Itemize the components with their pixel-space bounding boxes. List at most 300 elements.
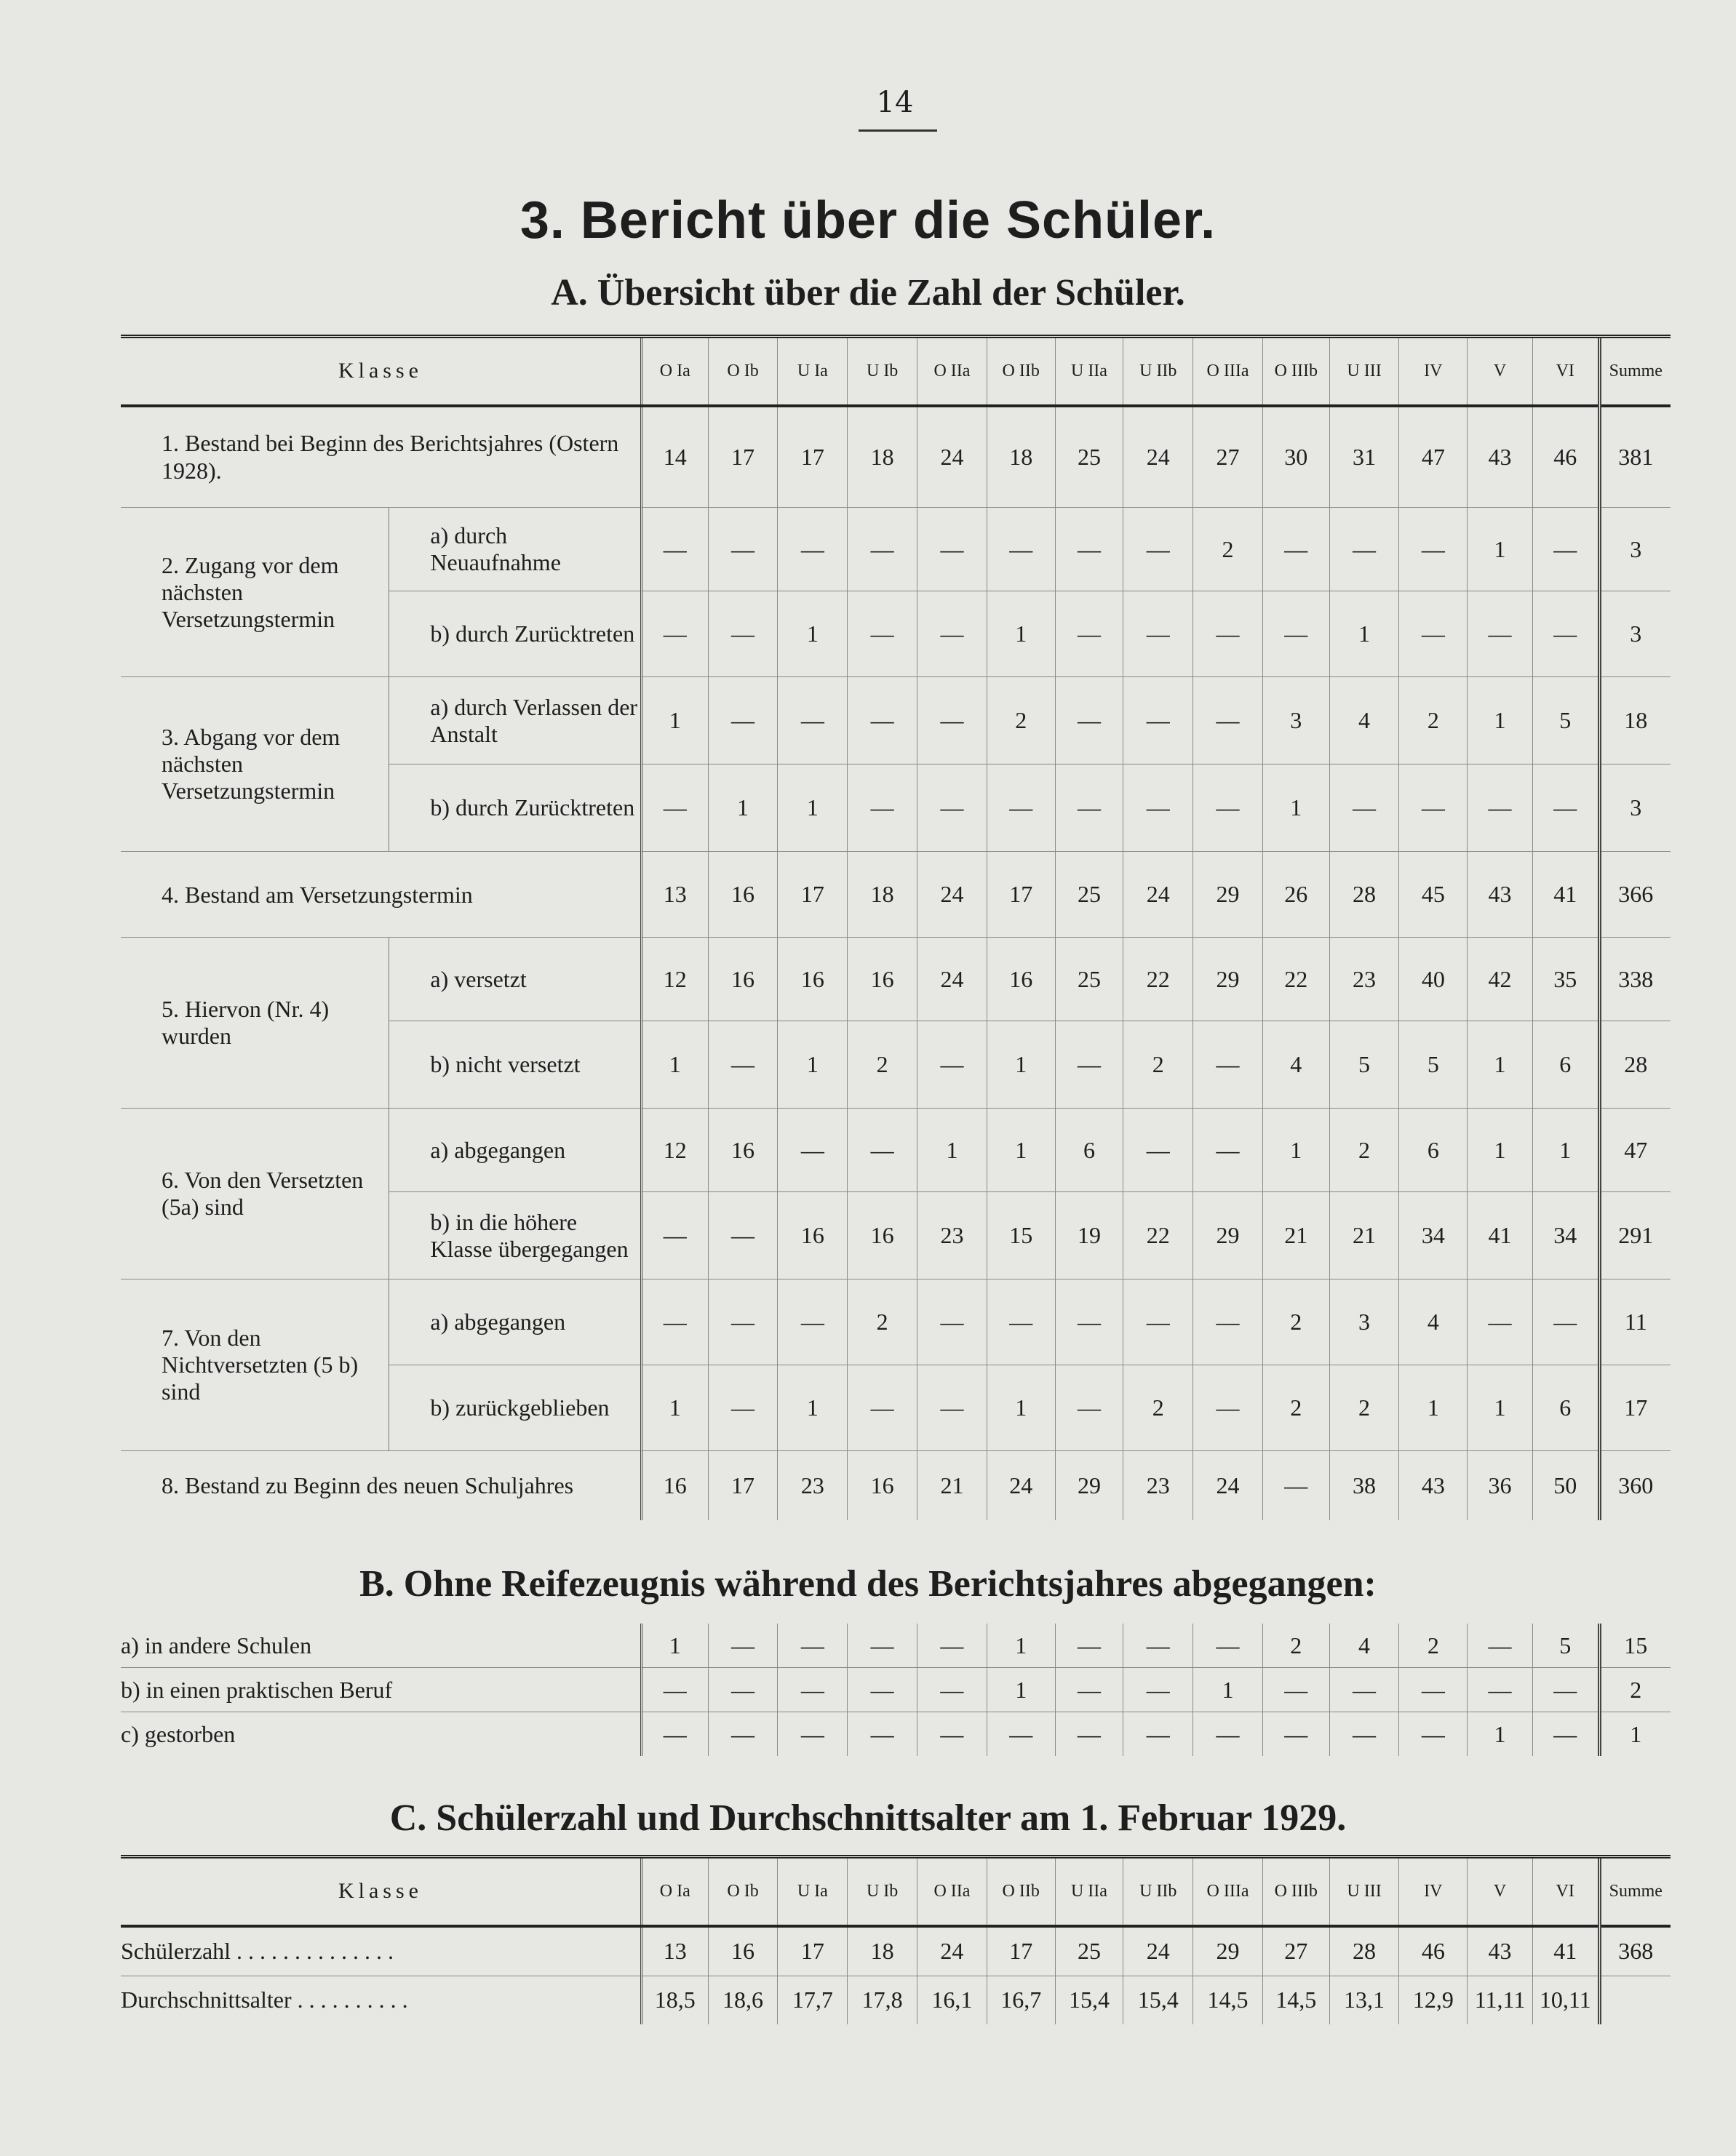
cell: — — [987, 1712, 1055, 1757]
cell: 24 — [1193, 1451, 1263, 1520]
cell: — — [987, 1279, 1055, 1365]
row-label: Schülerzahl . . . . . . . . . . . . . . — [121, 1926, 641, 1976]
cell: — — [1468, 1279, 1533, 1365]
cell: 43 — [1468, 406, 1533, 508]
cell: 16 — [848, 1192, 917, 1279]
cell: — — [848, 1365, 917, 1451]
sum-header: Summe — [1599, 337, 1671, 406]
cell: 15,4 — [1055, 1976, 1123, 2024]
cell: 1 — [1532, 1109, 1599, 1192]
cell: — — [708, 677, 778, 764]
cell: 2 — [848, 1279, 917, 1365]
cell: 2 — [1399, 1624, 1468, 1668]
cell: 6 — [1055, 1109, 1123, 1192]
cell: 21 — [917, 1451, 987, 1520]
cell: 1 — [1468, 1365, 1533, 1451]
cell: 1 — [1468, 677, 1533, 764]
cell: — — [1329, 1668, 1399, 1712]
cell: — — [1193, 1109, 1263, 1192]
sum-cell: 11 — [1599, 1279, 1671, 1365]
cell: 16,1 — [917, 1976, 987, 2024]
cell: — — [1532, 508, 1599, 591]
cell: 5 — [1399, 1021, 1468, 1109]
cell: — — [1193, 1365, 1263, 1451]
cell: 1 — [778, 1021, 848, 1109]
row-sublabel: a) versetzt — [389, 938, 642, 1021]
sum-cell: 3 — [1599, 508, 1671, 591]
cell: — — [1123, 1624, 1193, 1668]
cell: 46 — [1399, 1926, 1468, 1976]
cell: — — [1193, 677, 1263, 764]
cell: 17 — [778, 1926, 848, 1976]
cell: — — [1193, 764, 1263, 852]
sum-cell: 47 — [1599, 1109, 1671, 1192]
cell: 1 — [778, 1365, 848, 1451]
row-3a-abgang-verlassen — [121, 677, 1671, 764]
cell: — — [1123, 508, 1193, 591]
cell: — — [917, 591, 987, 677]
row-7a-nichtversetzte-abgegangen — [121, 1279, 1671, 1365]
col-header: U Ib — [848, 337, 917, 406]
cell: 1 — [987, 591, 1055, 677]
cell: 4 — [1262, 1021, 1329, 1109]
cell: — — [1399, 1712, 1468, 1757]
cell: 2 — [848, 1021, 917, 1109]
cell: 41 — [1468, 1192, 1533, 1279]
col-header: U III — [1329, 337, 1399, 406]
cell: — — [1532, 1668, 1599, 1712]
cell: — — [848, 591, 917, 677]
row-sublabel: b) zurückgeblieben — [389, 1365, 642, 1451]
cell: — — [1532, 1279, 1599, 1365]
cell: — — [987, 764, 1055, 852]
row-label-text: Schülerzahl — [121, 1938, 231, 1964]
cell: — — [708, 1624, 778, 1668]
cell: 15,4 — [1123, 1976, 1193, 2024]
cell: — — [1193, 1021, 1263, 1109]
cell: 14 — [641, 406, 708, 508]
cell: 27 — [1262, 1926, 1329, 1976]
cell: 35 — [1532, 938, 1599, 1021]
cell: 25 — [1055, 1926, 1123, 1976]
cell: — — [1193, 1279, 1263, 1365]
klasse-header: Klasse — [121, 337, 641, 406]
col-header: O IIb — [987, 337, 1055, 406]
cell: 29 — [1193, 1192, 1263, 1279]
cell: — — [917, 764, 987, 852]
cell: 24 — [917, 1926, 987, 1976]
sum-cell — [1599, 1976, 1671, 2024]
klasse-header: Klasse — [121, 1857, 641, 1926]
cell: 16 — [708, 852, 778, 938]
sum-cell: 3 — [1599, 764, 1671, 852]
cell: 1 — [641, 1365, 708, 1451]
cell: — — [848, 764, 917, 852]
cell: 2 — [1262, 1279, 1329, 1365]
sum-cell: 3 — [1599, 591, 1671, 677]
cell: 28 — [1329, 852, 1399, 938]
cell: — — [641, 1279, 708, 1365]
cell: 43 — [1468, 852, 1533, 938]
col-header: O IIIa — [1193, 1857, 1263, 1926]
cell: — — [641, 591, 708, 677]
cell: — — [1193, 591, 1263, 677]
cell: — — [1532, 591, 1599, 677]
row-group-label: 6. Von den Versetzten (5a) sind — [121, 1109, 389, 1279]
cell: 1 — [987, 1668, 1055, 1712]
cell: 17 — [708, 1451, 778, 1520]
col-header: O IIIb — [1262, 337, 1329, 406]
cell: 43 — [1399, 1451, 1468, 1520]
cell: 23 — [1329, 938, 1399, 1021]
cell: 2 — [1193, 508, 1263, 591]
cell: 12 — [641, 1109, 708, 1192]
row-5a-versetzt — [121, 938, 1671, 1021]
row-sublabel: b) durch Zurücktreten — [389, 764, 642, 852]
sum-header: Summe — [1599, 1857, 1671, 1926]
cell: 1 — [1329, 591, 1399, 677]
section-c-heading: C. Schülerzahl und Durchschnittsalter am 1. Februar 1929. — [389, 1797, 1347, 1839]
row-group-label: 2. Zugang vor dem nächsten Versetzungstermin — [121, 508, 389, 677]
row-b-b-praktischer-beruf — [121, 1668, 1671, 1712]
row-sublabel: b) durch Zurücktreten — [389, 591, 642, 677]
cell: 17,7 — [778, 1976, 848, 2024]
cell: — — [1262, 591, 1329, 677]
cell: 1 — [641, 677, 708, 764]
col-header: U IIb — [1123, 1857, 1193, 1926]
table-c-student-count-age — [121, 1855, 1671, 2024]
cell: 41 — [1532, 1926, 1599, 1976]
table-b-departures — [121, 1624, 1671, 1756]
row-group-label: 7. Von den Nichtversetzten (5 b) sind — [121, 1279, 389, 1451]
cell: 30 — [1262, 406, 1329, 508]
cell: 17,8 — [848, 1976, 917, 2024]
row-label: a) in andere Schulen — [121, 1624, 641, 1668]
col-header: U Ia — [778, 337, 848, 406]
cell: 1 — [987, 1365, 1055, 1451]
cell: — — [1055, 1365, 1123, 1451]
cell: 1 — [987, 1021, 1055, 1109]
cell: 13 — [641, 1926, 708, 1976]
cell: — — [1468, 1624, 1533, 1668]
cell: — — [708, 1192, 778, 1279]
cell: 22 — [1123, 1192, 1193, 1279]
cell: 4 — [1329, 1624, 1399, 1668]
cell: — — [1262, 508, 1329, 591]
cell: — — [848, 508, 917, 591]
cell: — — [708, 1668, 778, 1712]
cell: 12 — [641, 938, 708, 1021]
cell: — — [1262, 1451, 1329, 1520]
cell: — — [1329, 764, 1399, 852]
cell: — — [708, 508, 778, 591]
page-number: 14 — [876, 86, 914, 119]
cell: — — [1532, 764, 1599, 852]
cell: — — [917, 1279, 987, 1365]
cell: — — [641, 1668, 708, 1712]
row-2a-zugang-neuaufnahme — [121, 508, 1671, 591]
cell: — — [848, 1109, 917, 1192]
cell: 1 — [987, 1624, 1055, 1668]
cell: 25 — [1055, 852, 1123, 938]
col-header: O IIa — [917, 1857, 987, 1926]
cell: — — [1055, 764, 1123, 852]
cell: 25 — [1055, 406, 1123, 508]
cell: 24 — [917, 406, 987, 508]
cell: — — [778, 1668, 848, 1712]
cell: 3 — [1329, 1279, 1399, 1365]
cell: — — [1123, 1109, 1193, 1192]
cell: — — [1123, 677, 1193, 764]
cell: 1 — [641, 1624, 708, 1668]
cell: 1 — [1262, 1109, 1329, 1192]
cell: — — [1123, 1279, 1193, 1365]
cell: 29 — [1193, 938, 1263, 1021]
cell: — — [641, 1712, 708, 1757]
cell: — — [778, 1624, 848, 1668]
sum-cell: 368 — [1599, 1926, 1671, 1976]
cell: — — [848, 1624, 917, 1668]
cell: — — [708, 1712, 778, 1757]
cell: 24 — [917, 852, 987, 938]
row-group-label: 3. Abgang vor dem nächsten Versetzungstermin — [121, 677, 389, 852]
cell: — — [1399, 764, 1468, 852]
cell: 5 — [1532, 677, 1599, 764]
cell: 18 — [848, 1926, 917, 1976]
row-6a-versetzte-abgegangen — [121, 1109, 1671, 1192]
sum-cell: 291 — [1599, 1192, 1671, 1279]
row-label: 1. Bestand bei Beginn des Berichtsjahres (Ostern 1928). — [121, 406, 641, 508]
cell: 1 — [1262, 764, 1329, 852]
cell: 45 — [1399, 852, 1468, 938]
sum-cell: 2 — [1599, 1668, 1671, 1712]
cell: 14,5 — [1262, 1976, 1329, 2024]
col-header: V — [1468, 1857, 1533, 1926]
cell: 43 — [1468, 1926, 1533, 1976]
row-sublabel: b) nicht versetzt — [389, 1021, 642, 1109]
cell: 28 — [1329, 1926, 1399, 1976]
cell: 1 — [778, 591, 848, 677]
cell: 26 — [1262, 852, 1329, 938]
cell: 14,5 — [1193, 1976, 1263, 2024]
cell: — — [1468, 591, 1533, 677]
cell: — — [1468, 764, 1533, 852]
cell: — — [987, 508, 1055, 591]
cell: 2 — [1262, 1365, 1329, 1451]
cell: — — [917, 1365, 987, 1451]
cell: 29 — [1193, 1926, 1263, 1976]
cell: 18,5 — [641, 1976, 708, 2024]
cell: — — [641, 1192, 708, 1279]
cell: 1 — [1399, 1365, 1468, 1451]
cell: — — [641, 508, 708, 591]
cell: 16,7 — [987, 1976, 1055, 2024]
cell: — — [1055, 1021, 1123, 1109]
col-header: VI — [1532, 1857, 1599, 1926]
cell: 24 — [987, 1451, 1055, 1520]
cell: 24 — [1123, 852, 1193, 938]
cell: — — [1123, 764, 1193, 852]
cell: 17 — [708, 406, 778, 508]
cell: 1 — [778, 764, 848, 852]
cell: 16 — [641, 1451, 708, 1520]
cell: 18 — [848, 406, 917, 508]
cell: — — [1123, 1668, 1193, 1712]
cell: 1 — [1468, 1109, 1533, 1192]
cell: 18 — [987, 406, 1055, 508]
cell: 1 — [1468, 508, 1533, 591]
main-title: 3. Bericht über die Schüler. — [519, 191, 1217, 249]
cell: 31 — [1329, 406, 1399, 508]
cell: — — [778, 1109, 848, 1192]
cell: 25 — [1055, 938, 1123, 1021]
cell: 34 — [1532, 1192, 1599, 1279]
cell: 40 — [1399, 938, 1468, 1021]
cell: 50 — [1532, 1451, 1599, 1520]
row-4-bestand-versetzungstermin — [121, 852, 1671, 938]
cell: — — [1329, 1712, 1399, 1757]
cell: 34 — [1399, 1192, 1468, 1279]
cell: 38 — [1329, 1451, 1399, 1520]
sum-cell: 17 — [1599, 1365, 1671, 1451]
cell: 21 — [1329, 1192, 1399, 1279]
col-header: U Ib — [848, 1857, 917, 1926]
cell: — — [848, 1712, 917, 1757]
col-header: O Ia — [641, 337, 708, 406]
col-header: IV — [1399, 337, 1468, 406]
cell: — — [1123, 1712, 1193, 1757]
cell: 5 — [1532, 1624, 1599, 1668]
row-b-c-gestorben — [121, 1712, 1671, 1757]
cell: — — [778, 508, 848, 591]
col-header: O Ia — [641, 1857, 708, 1926]
cell: 10,11 — [1532, 1976, 1599, 2024]
col-header: O IIIb — [1262, 1857, 1329, 1926]
cell: — — [708, 1021, 778, 1109]
col-header: U III — [1329, 1857, 1399, 1926]
cell: — — [917, 677, 987, 764]
row-sublabel: a) durch Neuaufnahme — [389, 508, 642, 591]
cell: 18 — [848, 852, 917, 938]
cell: — — [917, 1021, 987, 1109]
cell: 46 — [1532, 406, 1599, 508]
cell: 13 — [641, 852, 708, 938]
sum-cell: 15 — [1599, 1624, 1671, 1668]
section-a-heading: A. Übersicht über die Zahl der Schüler. — [551, 272, 1185, 314]
cell: 1 — [641, 1021, 708, 1109]
cell: — — [1262, 1668, 1329, 1712]
cell: 1 — [987, 1109, 1055, 1192]
cell: — — [1399, 591, 1468, 677]
col-header: U Ia — [778, 1857, 848, 1926]
cell: 17 — [778, 406, 848, 508]
cell: 2 — [1329, 1109, 1399, 1192]
cell: — — [1532, 1712, 1599, 1757]
cell: — — [848, 1668, 917, 1712]
cell: — — [778, 1712, 848, 1757]
col-header: O IIIa — [1193, 337, 1263, 406]
cell: 22 — [1262, 938, 1329, 1021]
cell: — — [1262, 1712, 1329, 1757]
table-c-header-row — [121, 1857, 1671, 1926]
cell: 16 — [708, 1926, 778, 1976]
row-label: b) in einen praktischen Beruf — [121, 1668, 641, 1712]
sum-cell: 1 — [1599, 1712, 1671, 1757]
cell: — — [708, 1279, 778, 1365]
row-sublabel: a) abgegangen — [389, 1109, 642, 1192]
cell: 22 — [1123, 938, 1193, 1021]
table-a-student-overview — [121, 335, 1671, 1520]
sum-cell: 366 — [1599, 852, 1671, 938]
cell: 15 — [987, 1192, 1055, 1279]
sum-cell: 28 — [1599, 1021, 1671, 1109]
cell: 16 — [778, 938, 848, 1021]
table-a-header-row — [121, 337, 1671, 406]
cell: — — [778, 1279, 848, 1365]
cell: 3 — [1262, 677, 1329, 764]
cell: 1 — [917, 1109, 987, 1192]
cell: 16 — [848, 1451, 917, 1520]
cell: — — [641, 764, 708, 852]
cell: 17 — [987, 1926, 1055, 1976]
cell: 41 — [1532, 852, 1599, 938]
cell: 24 — [1123, 1926, 1193, 1976]
sum-cell: 18 — [1599, 677, 1671, 764]
cell: — — [917, 508, 987, 591]
cell: 23 — [917, 1192, 987, 1279]
cell: — — [917, 1624, 987, 1668]
col-header: V — [1468, 337, 1533, 406]
cell: 16 — [778, 1192, 848, 1279]
cell: 6 — [1532, 1365, 1599, 1451]
cell: 2 — [1329, 1365, 1399, 1451]
cell: 18,6 — [708, 1976, 778, 2024]
row-label-text: Durchschnittsalter — [121, 1987, 292, 2013]
cell: 24 — [917, 938, 987, 1021]
cell: 17 — [987, 852, 1055, 938]
cell: — — [1329, 508, 1399, 591]
cell: 6 — [1532, 1021, 1599, 1109]
cell: — — [917, 1668, 987, 1712]
cell: 29 — [1055, 1451, 1123, 1520]
col-header: O IIb — [987, 1857, 1055, 1926]
cell: 1 — [1468, 1021, 1533, 1109]
cell: 16 — [708, 938, 778, 1021]
row-label: Durchschnittsalter . . . . . . . . . . — [121, 1987, 408, 2013]
cell: 23 — [778, 1451, 848, 1520]
row-sublabel: b) in die höhere Klasse übergegangen — [389, 1192, 642, 1279]
cell: — — [1055, 1279, 1123, 1365]
cell: 2 — [987, 677, 1055, 764]
cell: 4 — [1329, 677, 1399, 764]
cell: 17 — [778, 852, 848, 938]
cell: 19 — [1055, 1192, 1123, 1279]
cell: 47 — [1399, 406, 1468, 508]
cell: — — [1468, 1668, 1533, 1712]
cell: 6 — [1399, 1109, 1468, 1192]
cell: 12,9 — [1399, 1976, 1468, 2024]
row-sublabel: a) durch Verlassen der Anstalt — [389, 677, 642, 764]
cell: — — [778, 677, 848, 764]
cell: 13,1 — [1329, 1976, 1399, 2024]
col-header: U IIa — [1055, 337, 1123, 406]
sum-cell: 381 — [1599, 406, 1671, 508]
cell: 4 — [1399, 1279, 1468, 1365]
cell: 16 — [987, 938, 1055, 1021]
col-header: O Ib — [708, 1857, 778, 1926]
cell: — — [1055, 1712, 1123, 1757]
page-number-rule — [859, 129, 937, 132]
